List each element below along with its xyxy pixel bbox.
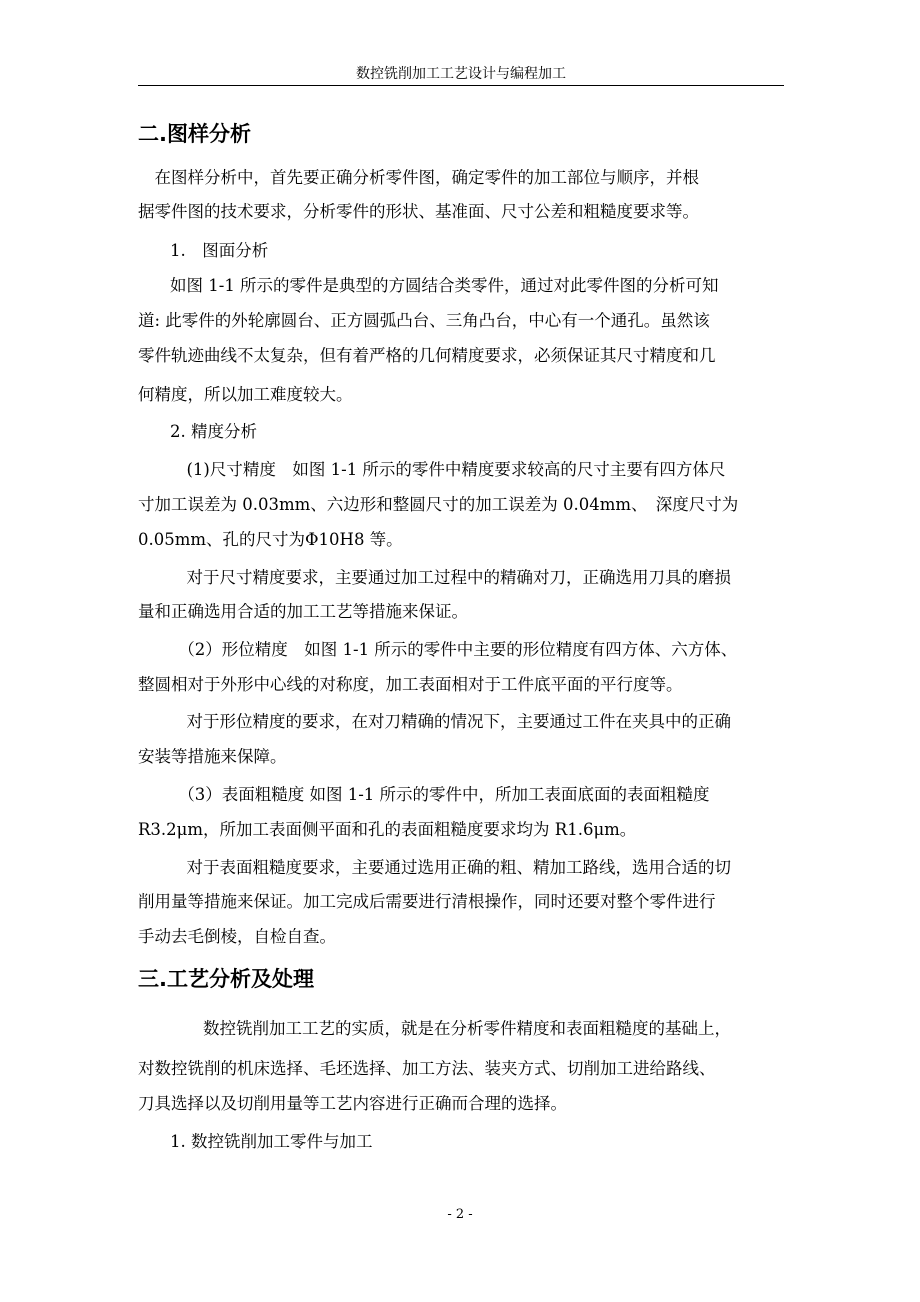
paragraph-line: 数控铣削加工工艺的实质，就是在分析零件精度和表面粗糙度的基础上， [170,1019,731,1038]
paragraph-line: 削用量等措施来保证。加工完成后需要进行清根操作，同时还要对整个零件进行 [138,892,716,911]
paragraph-line: 对数控铣削的机床选择、毛坯选择、加工方法、装夹方式、切削加工进给路线、 [138,1059,716,1078]
page-number: - 2 - [447,1207,473,1222]
paragraph-line: 如图 1-1 所示的零件是典型的方圆结合类零件，通过对此零件图的分析可知 [170,276,719,295]
paragraph-line: （3）表面粗糙度 如图 1-1 所示的零件中，所加工表面底面的表面粗糙度 [170,785,710,804]
paragraph-line: 寸加工误差为 0.03mm、六边形和整圆尺寸的加工误差为 0.04mm、 深度尺寸为 [138,495,739,514]
paragraph-line: 刀具选择以及切削用量等工艺内容进行正确而合理的选择。 [138,1094,567,1113]
paragraph-line: 在图样分析中，首先要正确分析零件图，确定零件的加工部位与顺序，并根 [138,168,699,187]
paragraph-line: 手动去毛倒棱，自检自查。 [138,927,336,946]
paragraph-line: （2）形位精度 如图 1-1 所示的零件中主要的形位精度有四方体、六方体、 [170,640,738,659]
subsection-title-2: 2. 精度分析 [170,422,257,441]
subsection-title-3-1: 1. 数控铣削加工零件与加工 [170,1132,373,1151]
paragraph-line: 整圆相对于外形中心线的对称度，加工表面相对于工件底平面的平行度等。 [138,675,683,694]
paragraph-line: 对于表面粗糙度要求，主要通过选用正确的粗、精加工路线，选用合适的切 [170,858,731,877]
subsection-title-1: 1. 图面分析 [170,241,269,260]
paragraph-line: 对于尺寸精度要求，主要通过加工过程中的精确对刀，正确选用刀具的磨损 [170,568,731,587]
paragraph-line: R3.2μm，所加工表面侧平面和孔的表面粗糙度要求均为 R1.6μm。 [138,820,637,839]
paragraph-line: 安装等措施来保障。 [138,747,287,766]
paragraph-line: 对于形位精度的要求，在对刀精确的情况下，主要通过工件在夹具中的正确 [170,712,731,731]
paragraph-line: 零件轨迹曲线不太复杂，但有着严格的几何精度要求，必须保证其尺寸精度和几 [138,346,716,365]
paragraph-line: (1)尺寸精度 如图 1-1 所示的零件中精度要求较高的尺寸主要有四方体尺 [170,460,726,479]
paragraph-line: 据零件图的技术要求，分析零件的形状、基准面、尺寸公差和粗糙度要求等。 [138,202,699,221]
paragraph-line: 道: 此零件的外轮廓圆台、正方圆弧凸台、三角凸台，中心有一个通孔。虽然该 [138,311,710,330]
paragraph-line: 何精度，所以加工难度较大。 [138,385,353,404]
paragraph-line: 0.05mm、孔的尺寸为Φ10H8 等。 [138,530,403,549]
running-header: 数控铣削加工工艺设计与编程加工 [356,66,566,82]
header-rule [138,85,784,86]
paragraph-line: 量和正确选用合适的加工工艺等措施来保证。 [138,602,468,621]
section-heading-2: 二.图样分析 [138,122,251,146]
section-heading-3: 三.工艺分析及处理 [138,967,314,991]
